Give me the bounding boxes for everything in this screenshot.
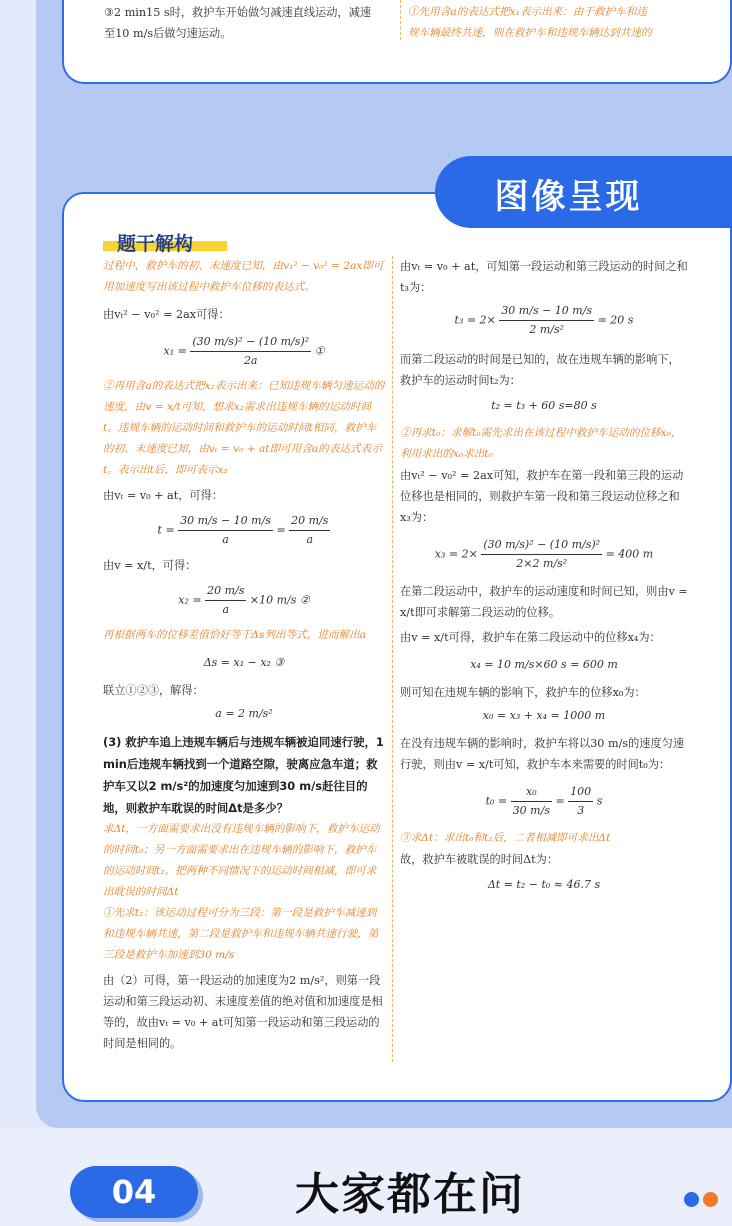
r-eq6-num: x₀ [511, 783, 552, 802]
r-eq6-equals: = [555, 794, 565, 808]
right-para-4: 在第二段运动中，救护车的运动速度和时间已知，则由v = x/t即可求解第二段运动的位移。 [400, 585, 688, 619]
eq2-num2: 20 m/s [289, 512, 330, 531]
right-note-1: ②再求t₀：求解t₀需先求出在该过程中救护车运动的位移x₀，利用求出的x₀求出t₀ [400, 427, 682, 460]
r-eq1-num: 30 m/s − 10 m/s [499, 302, 594, 321]
eq2-equals: = [276, 523, 286, 537]
left-para-4: 联立①②③，解得： [103, 684, 204, 697]
left-equation-2 [103, 512, 385, 549]
eq1-fraction [190, 333, 311, 370]
right-equation-3 [400, 536, 688, 573]
orange-dot-icon [703, 1192, 718, 1207]
right-equation-4: x₄ = 10 m/s×60 s = 600 m [470, 658, 618, 671]
r-eq1-rhs: = 20 s [597, 313, 634, 327]
left-para-1: 由vₜ² − v₀² = 2ax可得： [103, 308, 230, 321]
section-heading [103, 229, 193, 253]
top-left-line-2: 至10 m/s后做匀速运动。 [104, 27, 232, 40]
question-3: (3) 救护车追上违规车辆后与违规车辆被迫同速行驶，1 min后违规车辆找到一个道路空隙，驶离应急车道；救护车又以2 m/s²的加速度匀加速到30 m/s赶往目的地，则救护车耽误的时间Δt是多少？ [103, 735, 384, 815]
right-para-8: 故，救护车被耽误的时间Δt为： [400, 853, 559, 866]
r-eq6-den: 30 m/s [512, 804, 550, 817]
r-eq1-fraction [499, 302, 594, 339]
eq2-num: 30 m/s − 10 m/s [178, 512, 273, 531]
eq1-den: 2a [243, 354, 258, 367]
left-note-3: 再根据两车的位移差值恰好等于Δs列出等式，进而解出a [103, 629, 367, 641]
eq1-num: (30 m/s)² − (10 m/s)² [190, 333, 311, 352]
right-para-5: 由v = x/t可得，救护车在第二段运动中的位移x₄为： [400, 631, 661, 644]
left-equation-4: Δs = x₁ − x₂ ③ [203, 656, 285, 669]
right-equation-5: x₀ = x₃ + x₄ = 1000 m [482, 709, 606, 722]
blue-dot-icon [684, 1192, 699, 1207]
column-divider [392, 256, 393, 1062]
eq2-lhs: t = [157, 523, 175, 537]
banner-title: 图像呈现 [494, 177, 643, 217]
top-divider [400, 0, 401, 40]
section-number-pill [70, 1166, 198, 1218]
eq3-lhs: x₂ = [178, 593, 202, 607]
eq1-lhs: x₁ = [163, 344, 187, 358]
r-eq6-fraction-1 [511, 783, 552, 820]
left-para-3: 由v = x/t，可得： [103, 559, 197, 572]
top-left-text [104, 2, 394, 44]
left-column [103, 256, 385, 1066]
section-banner [435, 156, 732, 228]
left-equation-5: a = 2 m/s² [215, 707, 273, 720]
left-para-5: 由（2）可得，第一段运动的加速度为2 m/s²，则第一段运动和第三段运动初、末速度差值的绝对值和加速度是相等的，故由vₜ = v₀ + at可知第一段运动和第三段运动的时间是相同的。 [103, 974, 383, 1050]
eq3-rhs: ×10 m/s ② [249, 593, 310, 607]
eq2-den: a [222, 533, 229, 546]
r-eq3-lhs: x₃ = 2× [434, 547, 478, 561]
top-right-line-1: ①先用含a的表达式把x₁表示出来：由于救护车和违 [408, 6, 648, 18]
left-note-2: ②再用含a的表达式把x₂表示出来：已知违规车辆匀速运动的速度，由v = x/t可知，想求x₂需求出违规车辆的运动时间t。违规车辆的运动时间和救护车的运动时间t相同，救护车的初、末速度已知，由vₜ = v₀ + at即可用含a的表达式表示t。表示出t后，即可表示x₂ [103, 380, 385, 476]
top-left-line-1: ③2 min15 s时，救护车开始做匀减速直线运动，减速 [104, 6, 372, 19]
section-title: 题干解构 [117, 233, 194, 255]
r-eq6-den2: 3 [577, 804, 585, 817]
right-para-2: 而第二段运动的时间是已知的，故在违规车辆的影响下，救护车的运动时间t₂为： [400, 353, 680, 387]
r-eq3-fraction [481, 536, 602, 573]
r-eq3-rhs: = 400 m [605, 547, 654, 561]
right-equation-2: t₂ = t₃ + 60 s=80 s [491, 399, 597, 412]
right-para-7: 在没有违规车辆的影响时，救护车将以30 m/s的速度匀速行驶，则由v = x/t可知，救护车本来需要的时间t₀为： [400, 737, 685, 771]
r-eq3-den: 2×2 m/s² [516, 557, 568, 570]
left-note-4: 求Δt，一方面需要求出没有违规车辆的影响下，救护车运动的时间t₀；另一方面需要求出在违规车辆的影响下，救护车的运动时间t₂。把两种不同情况下的运动时间相减，即可求出耽误的时间Δt [103, 823, 380, 898]
left-equation-1 [103, 333, 385, 370]
top-right-line-2: 规车辆最终共速，则在救护车和违规车辆达到共速的 [408, 27, 652, 39]
right-para-6: 则可知在违规车辆的影响下，救护车的位移x₀为： [400, 686, 646, 699]
r-eq1-lhs: t₃ = 2× [454, 313, 496, 327]
eq3-den: a [222, 603, 230, 616]
section-number: 04 [111, 1173, 157, 1211]
left-note-5: ①先求t₂：该运动过程可分为三段：第一段是救护车减速到和违规车辆共速，第二段是救护车和违规车辆共速行驶，第三段是救护车加速到30 m/s [103, 907, 379, 961]
eq3-num: 20 m/s [205, 582, 246, 601]
left-para-2: 由vₜ = v₀ + at，可得： [103, 489, 223, 502]
top-right-text [408, 2, 708, 44]
eq2-den2: a [306, 533, 314, 546]
right-column [400, 256, 688, 916]
eq3-fraction [205, 582, 246, 619]
eq2-fraction-1 [178, 512, 273, 549]
r-eq6-lhs: t₀ = [485, 794, 508, 808]
footer-title: 大家都在问 [295, 1169, 525, 1220]
eq2-fraction-2 [289, 512, 330, 549]
r-eq6-fraction-2 [568, 783, 593, 820]
right-para-1: 由vₜ = v₀ + at，可知第一段运动和第三段运动的时间之和t₃为： [400, 260, 688, 294]
previous-content-card [62, 0, 732, 84]
right-note-2: ③求Δt：求出t₀和t₂后，二者相减即可求出Δt [400, 832, 611, 844]
right-equation-7: Δt = t₂ − t₀ ≈ 46.7 s [487, 878, 601, 891]
right-equation-6 [400, 783, 688, 820]
right-equation-1 [400, 302, 688, 339]
r-eq6-rhs: s [596, 794, 603, 808]
eq1-tag: ① [314, 344, 325, 358]
left-note-1: 过程中，救护车的初、末速度已知，由v₁² − v₀² = 2ax即可用加速度写出该过程中救护车位移的表达式。 [103, 260, 384, 293]
left-equation-3 [103, 582, 385, 619]
right-para-3: 由vₜ² − v₀² = 2ax可知，救护车在第一段和第三段的运动位移也是相同的，则救护车第一段和第三段运动位移之和x₃为： [400, 469, 684, 524]
r-eq3-num: (30 m/s)² − (10 m/s)² [481, 536, 602, 555]
r-eq6-num2: 100 [568, 783, 593, 802]
r-eq1-den: 2 m/s² [529, 323, 565, 336]
